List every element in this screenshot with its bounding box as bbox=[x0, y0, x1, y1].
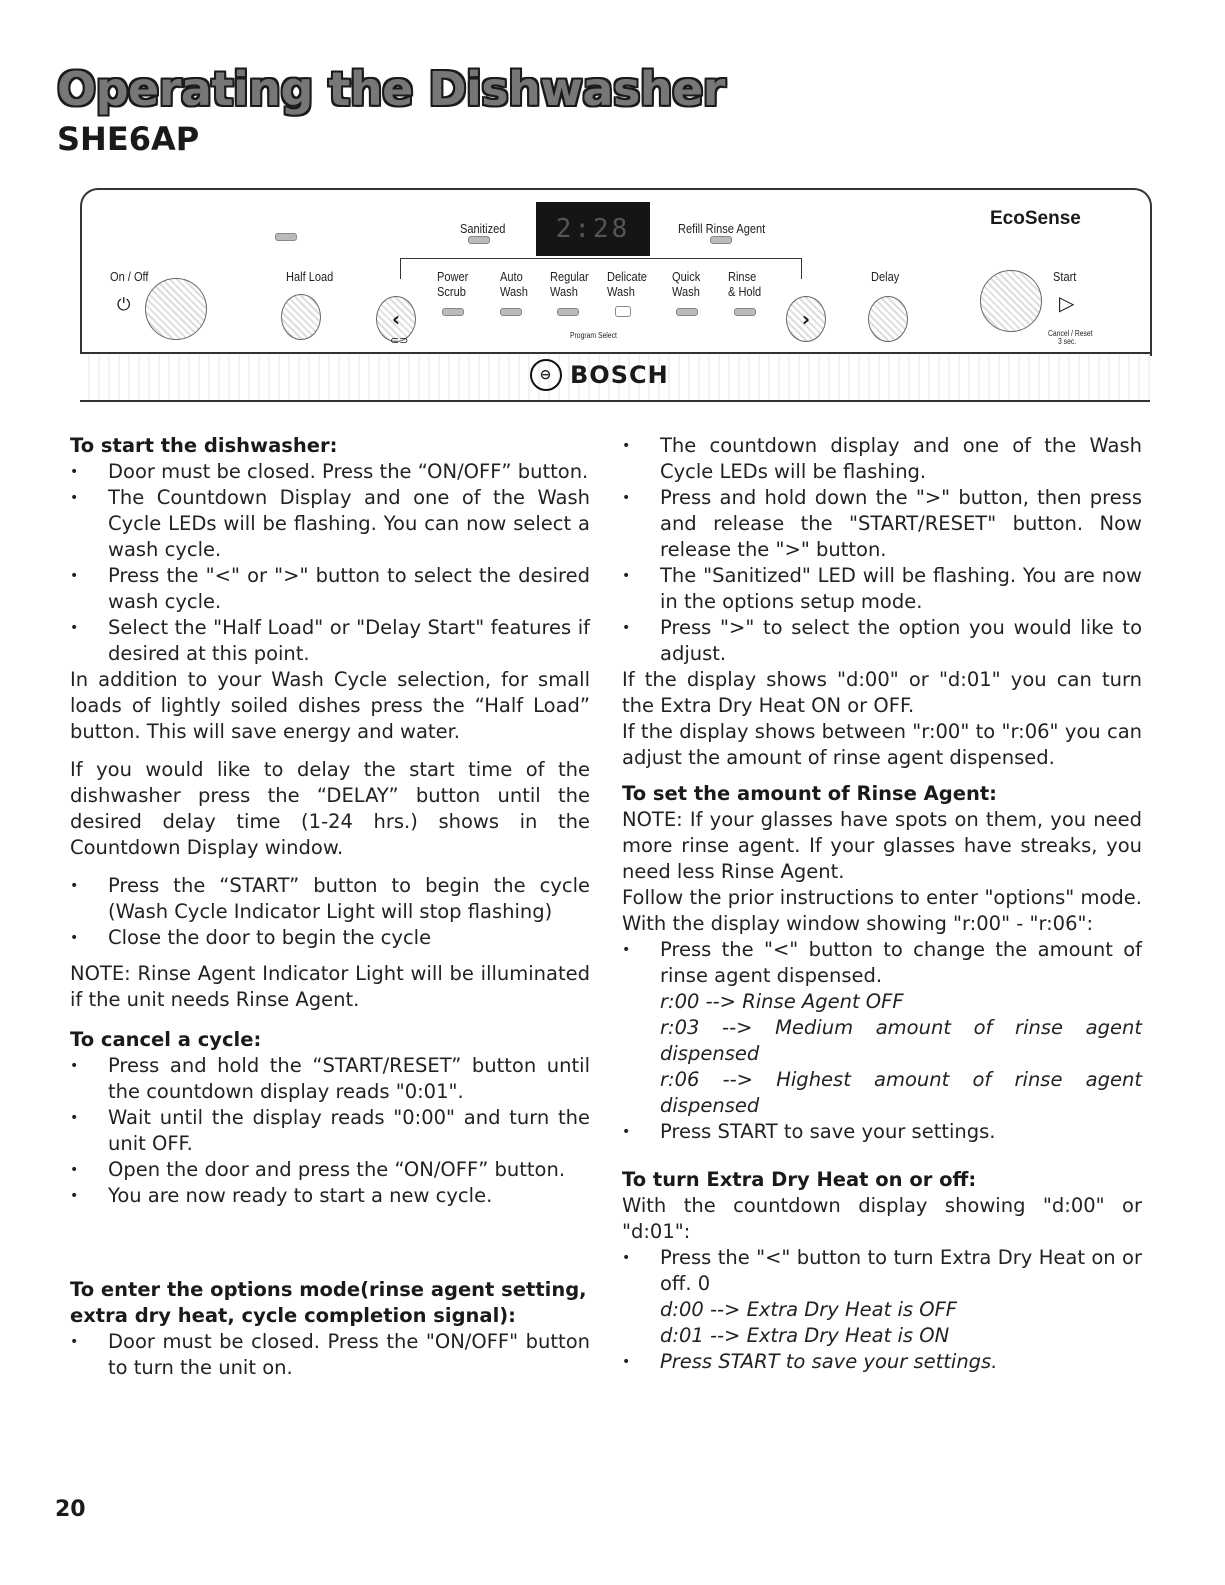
options-steps-continued-list bbox=[622, 433, 1142, 667]
list-item: • Close the door to begin the cycle bbox=[70, 925, 590, 951]
dry-level: d:00 --> Extra Dry Heat is OFF bbox=[660, 1298, 958, 1321]
section-heading-start: To start the dishwasher: bbox=[70, 434, 338, 457]
start-label: Start bbox=[1053, 269, 1077, 284]
list-item: • Press and hold down the ">" button, then press and release the "START/RESET" button. Now release the ">" button. bbox=[622, 485, 1142, 563]
list-item: • The Countdown Display and one of the Wash Cycle LEDs will be flashing. You can now select a wash cycle. bbox=[70, 485, 590, 563]
start-icon: ▷ bbox=[1059, 291, 1075, 315]
list-item: • Open the door and press the “ON/OFF” button. bbox=[70, 1157, 590, 1183]
list-item: • Press the "<" button to turn Extra Dry Heat on or off. 0 d:00 --> Extra Dry Heat is OFF d:01 --> Extra Dry Heat is ON bbox=[622, 1245, 1142, 1349]
rinse-level: r:03 --> Medium amount of rinse agent dispensed bbox=[660, 1016, 1142, 1065]
section-heading-options: To enter the options mode(rinse agent setting, extra dry heat, cycle completion signal): bbox=[70, 1278, 587, 1327]
right-column bbox=[622, 433, 1142, 1375]
on-off-label: On / Off bbox=[110, 269, 149, 284]
power-icon: ⏻ bbox=[117, 295, 131, 315]
half-load-paragraph: In addition to your Wash Cycle selection, for small loads of lightly soiled dishes press the “Half Load” button. This will save energy and water. bbox=[70, 668, 590, 743]
rinse-note-paragraph: NOTE: Rinse Agent Indicator Light will be illuminated if the unit needs Rinse Agent. bbox=[70, 962, 590, 1011]
program-label-power-scrub: Power Scrub bbox=[437, 269, 469, 299]
program-label-rinse-hold: Rinse & Hold bbox=[728, 269, 762, 299]
program-label-auto-wash: Auto Wash bbox=[500, 269, 528, 299]
delay-label: Delay bbox=[871, 269, 900, 284]
program-label-quick-wash: Quick Wash bbox=[672, 269, 701, 299]
list-item: • The "Sanitized" LED will be flashing. You are now in the options setup mode. bbox=[622, 563, 1142, 615]
program-led bbox=[615, 306, 631, 317]
section-heading-cancel: To cancel a cycle: bbox=[70, 1028, 262, 1051]
bosch-logo bbox=[530, 359, 669, 391]
countdown-display: 2:28 bbox=[536, 202, 650, 256]
cancel-reset-label: Cancel / Reset bbox=[1048, 329, 1093, 338]
program-led bbox=[442, 308, 464, 316]
dry-heat-intro: With the countdown display showing "d:00" or "d:01": bbox=[622, 1194, 1142, 1243]
program-led bbox=[734, 308, 756, 316]
rinse-level: r:06 --> Highest amount of rinse agent dispensed bbox=[660, 1068, 1142, 1117]
model-number: SHE6AP bbox=[57, 120, 200, 158]
brand-name: BOSCH bbox=[570, 361, 669, 389]
list-item: • Press the "<" button to change the amount of rinse agent dispensed. r:00 --> Rinse Agent OFF r:03 --> Medium amount of rinse agent dispensed r:06 --> Highest amount of rinse agent dispensed bbox=[622, 937, 1142, 1119]
delay-steps-list bbox=[70, 873, 590, 951]
list-item: • The countdown display and one of the Wash Cycle LEDs will be flashing. bbox=[622, 433, 1142, 485]
program-left-button: ‹ bbox=[376, 296, 416, 342]
dry-level: d:01 --> Extra Dry Heat is ON bbox=[660, 1324, 950, 1347]
sanitized-label: Sanitized bbox=[460, 221, 506, 236]
start-button bbox=[980, 270, 1042, 332]
program-select-label: Program Select bbox=[570, 331, 617, 340]
rinse-steps-list bbox=[622, 937, 1142, 1145]
sanitized-led bbox=[468, 236, 490, 244]
list-item: • Door must be closed. Press the “ON/OFF” button. bbox=[70, 459, 590, 485]
refill-rinse-agent-led bbox=[710, 236, 732, 244]
list-item: • Press START to save your settings. bbox=[622, 1119, 1142, 1145]
half-load-label: Half Load bbox=[286, 269, 334, 284]
rinse-range-paragraph: If the display shows between "r:00" to "r:06" you can adjust the amount of rinse agent dispensed. bbox=[622, 720, 1142, 769]
program-led bbox=[557, 308, 579, 316]
dry-heat-steps-list bbox=[622, 1245, 1142, 1375]
list-item: • Press START to save your settings. bbox=[622, 1349, 1142, 1375]
delay-paragraph: If you would like to delay the start time of the dishwasher press the “DELAY” button until the desired delay time (1-24 hrs.) shows in the Countdown Display window. bbox=[70, 758, 590, 859]
rinse-follow-instructions: Follow the prior instructions to enter "options" mode. With the display window showing "r:00" - "r:06": bbox=[622, 886, 1142, 935]
cancel-steps-list bbox=[70, 1053, 590, 1209]
control-panel-illustration bbox=[80, 188, 1150, 401]
page-title: Operating the Dishwasher bbox=[57, 62, 725, 116]
delay-button bbox=[868, 296, 908, 342]
list-item: • Wait until the display reads "0:00" and turn the unit OFF. bbox=[70, 1105, 590, 1157]
program-led bbox=[500, 308, 522, 316]
program-label-delicate-wash: Delicate Wash bbox=[607, 269, 647, 299]
bosch-emblem-icon: ⊖ bbox=[530, 359, 562, 391]
rinse-level: r:00 --> Rinse Agent OFF bbox=[660, 990, 904, 1013]
list-item: • Press ">" to select the option you would like to adjust. bbox=[622, 615, 1142, 667]
options-steps-list bbox=[70, 1329, 590, 1381]
section-heading-dry-heat: To turn Extra Dry Heat on or off: bbox=[622, 1168, 977, 1191]
key-icon: ⊂⊃ bbox=[390, 334, 409, 347]
dry-heat-paragraph: If the display shows "d:00" or "d:01" you can turn the Extra Dry Heat ON or OFF. bbox=[622, 668, 1142, 717]
program-right-button: › bbox=[786, 296, 826, 342]
list-item: • Door must be closed. Press the "ON/OFF" button to turn the unit on. bbox=[70, 1329, 590, 1381]
program-led bbox=[676, 308, 698, 316]
rinse-note: NOTE: If your glasses have spots on them, you need more rinse agent. If your glasses have streaks, you need less Rinse Agent. bbox=[622, 808, 1142, 883]
section-heading-rinse: To set the amount of Rinse Agent: bbox=[622, 782, 997, 805]
list-item: • Press and hold the “START/RESET” button until the countdown display reads "0:01". bbox=[70, 1053, 590, 1105]
half-load-led bbox=[275, 233, 297, 241]
refill-rinse-agent-label: Refill Rinse Agent bbox=[678, 221, 766, 236]
cancel-reset-time: 3 sec. bbox=[1058, 337, 1077, 346]
program-label-regular-wash: Regular Wash bbox=[550, 269, 589, 299]
start-steps-list bbox=[70, 459, 590, 667]
list-item: • Select the "Half Load" or "Delay Start" features if desired at this point. bbox=[70, 615, 590, 667]
page-number: 20 bbox=[55, 1497, 86, 1522]
list-item: • Press the "<" or ">" button to select the desired wash cycle. bbox=[70, 563, 590, 615]
list-item: • You are now ready to start a new cycle. bbox=[70, 1183, 590, 1209]
half-load-button bbox=[281, 294, 321, 340]
left-column bbox=[70, 433, 590, 1381]
on-off-button bbox=[145, 278, 207, 340]
list-item: • Press the “START” button to begin the cycle (Wash Cycle Indicator Light will stop flashing) bbox=[70, 873, 590, 925]
ecosense-logo: EcoSense bbox=[990, 208, 1081, 229]
